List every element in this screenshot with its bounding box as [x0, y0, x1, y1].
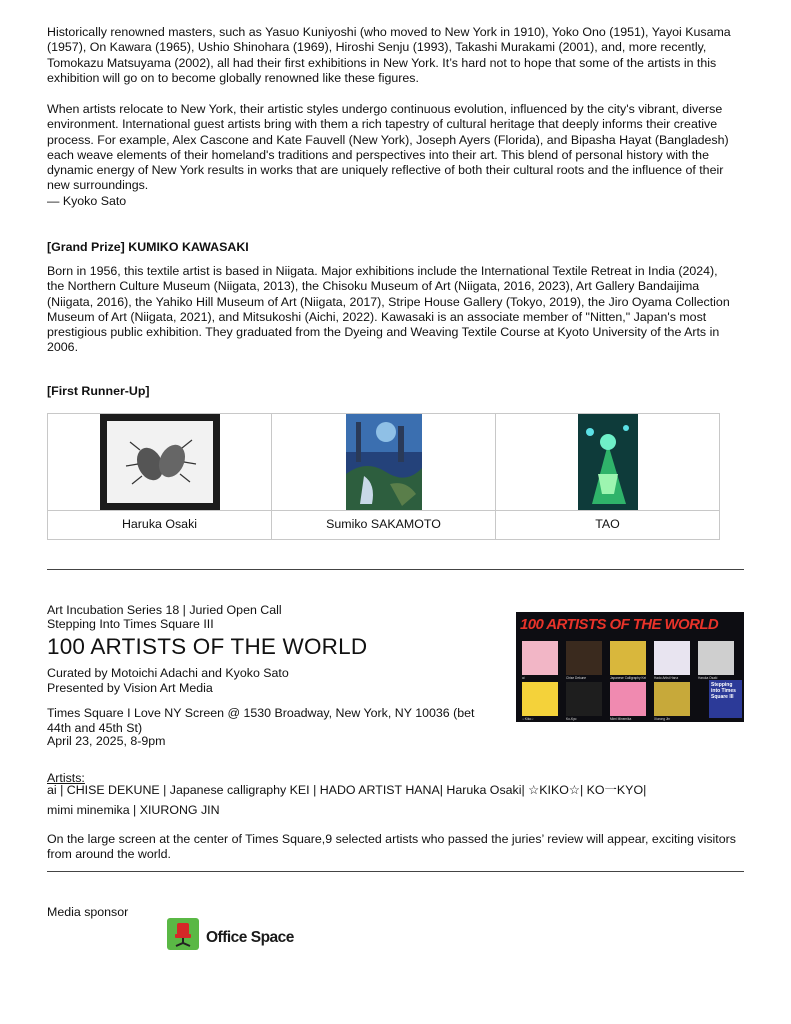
- green-figure-artwork: [578, 414, 638, 510]
- runner-name-cell: [48, 511, 272, 540]
- banner-artist-label: Hado Artist Hana: [654, 676, 679, 680]
- first-runner-up-heading: [First Runner-Up]: [47, 384, 150, 398]
- event-description: On the large screen at the center of Times Square,9 selected artists who passed the juries’ review will appear, exciting visitors from around the world.: [47, 832, 736, 862]
- grand-prize-name: KUMIKO KAWASAKI: [128, 240, 249, 254]
- banner-artist-label: Chise Dekune: [566, 676, 587, 680]
- banner-tag-line: Stepping: [711, 682, 733, 688]
- event-banner-image: [516, 612, 744, 722]
- artists-list-line-2: mimi minemika | XIURONG JIN: [47, 803, 220, 817]
- landscape-painting-artwork: [346, 414, 422, 510]
- runner-image-cell: [496, 414, 720, 511]
- event-curators: Curated by Motoichi Adachi and Kyoko Sato: [47, 666, 289, 680]
- section-divider: [47, 871, 744, 872]
- banner-artwork-thumb: [610, 682, 646, 716]
- event-date: April 23, 2025, 8-9pm: [47, 734, 166, 748]
- banner-artwork-thumb: [610, 641, 646, 675]
- banner-artwork-thumb: [522, 641, 558, 675]
- banner-artist-label: Xiurong Jin: [654, 717, 670, 721]
- banner-tag-line: Square III: [711, 694, 734, 700]
- grand-prize-label: [Grand Prize]: [47, 240, 125, 254]
- runner-image-cell: [48, 414, 272, 511]
- grand-prize-heading: [47, 240, 737, 255]
- runner-name-cell: [496, 511, 720, 540]
- event-title: 100 ARTISTS OF THE WORLD: [47, 634, 368, 659]
- statement-signature: — Kyoko Sato: [47, 194, 127, 208]
- artists-heading: Artists:: [47, 771, 85, 785]
- insect-drawing-artwork: [100, 414, 220, 510]
- banner-artwork-thumb: [566, 641, 602, 675]
- runner-name-cell: [272, 511, 496, 540]
- statement-paragraph-1: Historically renowned masters, such as Yasuo Kuniyoshi (who moved to New York in 1910), Yoko Ono (1951), Yayoi Kusama (1957), On Kawara (1965), Ushio Shinohara (1969), Hiroshi Senju (1993), Takashi Murakami (2001), and, more recently, Tomokazu Matsuyama (2002), all had their first exhibitions in New York. It’s hard not to hope that some of the artists in this exhibition will go on to become globally renowned like these figures.: [47, 25, 731, 85]
- banner-artist-label: Ko-Kyo: [566, 717, 577, 721]
- event-presenter: Presented by Vision Art Media: [47, 681, 213, 695]
- office-chair-logo-icon: [167, 918, 199, 950]
- runner-image-cell: [272, 414, 496, 511]
- runner-name: Haruka Osaki: [121, 517, 198, 532]
- banner-title: 100 ARTISTS OF THE WORLD: [520, 616, 719, 633]
- event-subtitle: Stepping Into Times Square III: [47, 617, 214, 631]
- banner-artist-label: Haruka Osaki: [698, 676, 718, 680]
- section-divider: [47, 569, 744, 570]
- runner-name: Sumiko SAKAMOTO: [326, 517, 441, 532]
- office-chair-icon: [167, 918, 199, 950]
- event-venue: Times Square I Love NY Screen @ 1530 Broadway, New York, NY 10036 (bet 44th and 45th St): [47, 706, 475, 736]
- first-runner-up-table: [47, 413, 720, 540]
- banner-artwork-thumb: [654, 682, 690, 716]
- banner-artist-label: Japanese Calligraphy Kei: [610, 676, 647, 680]
- banner-artist-label: ai: [522, 676, 525, 680]
- banner-tag-line: into Times: [711, 688, 736, 694]
- banner-tag: [709, 680, 742, 718]
- banner-artwork-thumb: [522, 682, 558, 716]
- media-sponsor-label: Media sponsor: [47, 905, 129, 919]
- banner-artwork-thumb: [654, 641, 690, 675]
- office-space-logo-text: Office Space: [206, 929, 294, 946]
- banner-artist-label: Mimi Minemika: [610, 717, 632, 721]
- banner-artwork-thumb: [566, 682, 602, 716]
- banner-artwork-thumb: [698, 641, 734, 675]
- statement-paragraph-2: When artists relocate to New York, their artistic styles undergo continuous evolution, influenced by the city's vibrant, diverse environment. International guest artists bring with them a rich tapestry of cultural heritage that deeply informs their creative process. For example, Alex Cascone and Kate Fauvell (New York), Joseph Ayers (Florida), and Bipasha Hayat (Bangladesh) each weave elements of their homeland's traditions and perspectives into their art. This blend of personal history with the dynamic energy of New York results in works that are uniquely reflective of both their cultural roots and the influence of their new surroundings.: [47, 102, 729, 193]
- event-series: Art Incubation Series 18 | Juried Open Call: [47, 603, 282, 617]
- grand-prize-bio: Born in 1956, this textile artist is based in Niigata. Major exhibitions include the International Textile Retreat in India (2024), the Northern Culture Museum (Niigata, 2013), the Chisoku Museum of Art (Niigata, 2016, 2023), Art Gallery Bandaijima (Niigata, 2016), the Yahiko Hill Museum of Art (Niigata, 2017), Stripe House Gallery (Tokyo, 2019), the Jiro Oyama Collection Museum of Art (Niigata, 2021), and Mitsukoshi (Aichi, 2022). Kawasaki is an associate member of "Nitten," Japan's most prestigious public exhibition. They graduated from the Dyeing and Weaving Textile Course at Kyoto University of the Arts in 2006.: [47, 264, 730, 355]
- artists-list-line-1: ai | CHISE DEKUNE | Japanese calligraphy KEI | HADO ARTIST HANA| Haruka Osaki| ☆KIKO☆| KO一KYO|: [47, 783, 647, 797]
- banner-artist-label: ☆Kiko☆: [522, 717, 534, 721]
- runner-name: TAO: [595, 517, 620, 532]
